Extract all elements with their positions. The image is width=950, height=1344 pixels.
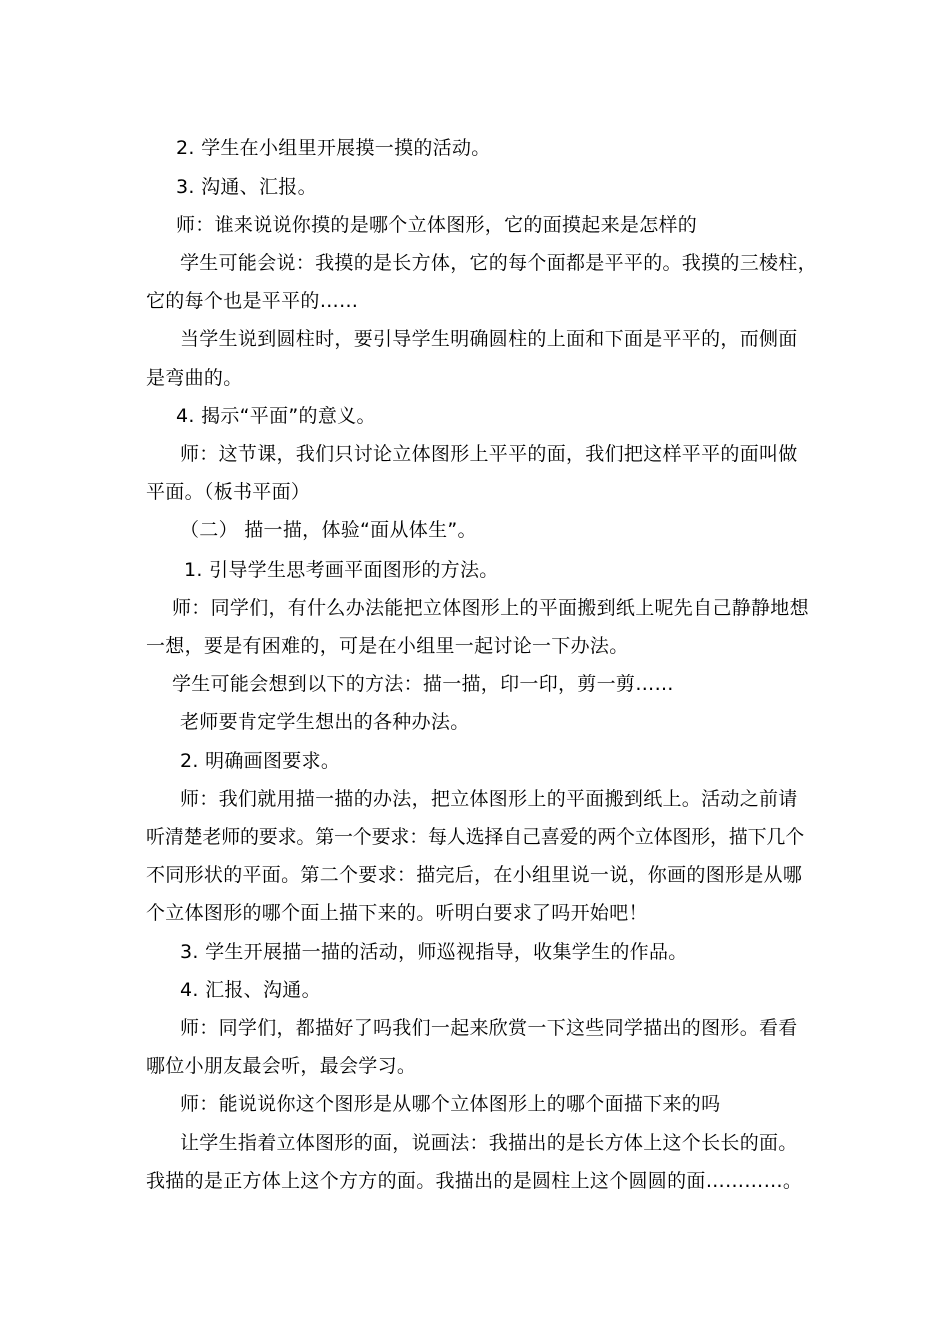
text-line-16: 老师要肯定学生想出的各种办法。	[180, 711, 470, 733]
text-line-10: 平面。（板书平面）	[146, 481, 311, 503]
text-line-3: 师：谁来说说你摸的是哪个立体图形，它的面摸起来是怎样的	[176, 214, 698, 236]
text-line-28: 我描的是正方体上这个方方的面。我描出的是圆柱上这个圆圆的面…………。	[146, 1170, 803, 1192]
text-line-12: 1. 引导学生思考画平面图形的方法。	[184, 559, 499, 581]
text-line-8: 4. 揭示“平面”的意义。	[176, 405, 376, 427]
text-line-7: 是弯曲的。	[146, 367, 243, 389]
text-line-9: 师：这节课，我们只讨论立体图形上平平的面，我们把这样平平的面叫做	[180, 443, 798, 465]
text-line-21: 个立体图形的哪个面上描下来的。听明白要求了吗开始吧！	[146, 902, 648, 924]
text-line-4: 学生可能会说：我摸的是长方体，它的每个面都是平平的。我摸的三棱柱，	[180, 252, 817, 274]
text-line-13: 师：同学们，有什么办法能把立体图形上的平面搬到纸上呢先自己静静地想	[172, 597, 809, 619]
text-line-15: 学生可能会想到以下的方法：描一描，印一印，剪一剪……	[172, 673, 674, 695]
text-line-19: 听清楚老师的要求。第一个要求：每人选择自己喜爱的两个立体图形，描下几个	[146, 826, 805, 848]
text-line-27: 让学生指着立体图形的面，说画法：我描出的是长方体上这个长长的面。	[180, 1132, 798, 1154]
text-line-24: 师：同学们，都描好了吗我们一起来欣赏一下这些同学描出的图形。看看	[180, 1017, 798, 1039]
text-line-23: 4. 汇报、沟通。	[180, 979, 321, 1001]
text-line-22: 3. 学生开展描一描的活动，师巡视指导，收集学生的作品。	[180, 941, 688, 963]
text-line-25: 哪位小朋友最会听，最会学习。	[146, 1055, 417, 1077]
text-line-14: 一想，要是有困难的，可是在小组里一起讨论一下办法。	[146, 635, 629, 657]
text-line-17: 2. 明确画图要求。	[180, 750, 341, 772]
text-line-26: 师：能说说你这个图形是从哪个立体图形上的哪个面描下来的吗	[180, 1093, 721, 1115]
section-heading: （二） 描一描，体验“面从体生”。	[180, 519, 477, 541]
text-line-18: 师：我们就用描一描的办法，把立体图形上的平面搬到纸上。活动之前请	[180, 788, 798, 810]
text-line-1: 2. 学生在小组里开展摸一摸的活动。	[176, 137, 491, 159]
text-line-5: 它的每个也是平平的……	[146, 290, 359, 312]
text-line-6: 当学生说到圆柱时，要引导学生明确圆柱的上面和下面是平平的，而侧面	[180, 328, 798, 350]
text-line-2: 3. 沟通、汇报。	[176, 176, 317, 198]
text-line-20: 不同形状的平面。第二个要求：描完后，在小组里说一说，你画的图形是从哪	[146, 864, 803, 886]
